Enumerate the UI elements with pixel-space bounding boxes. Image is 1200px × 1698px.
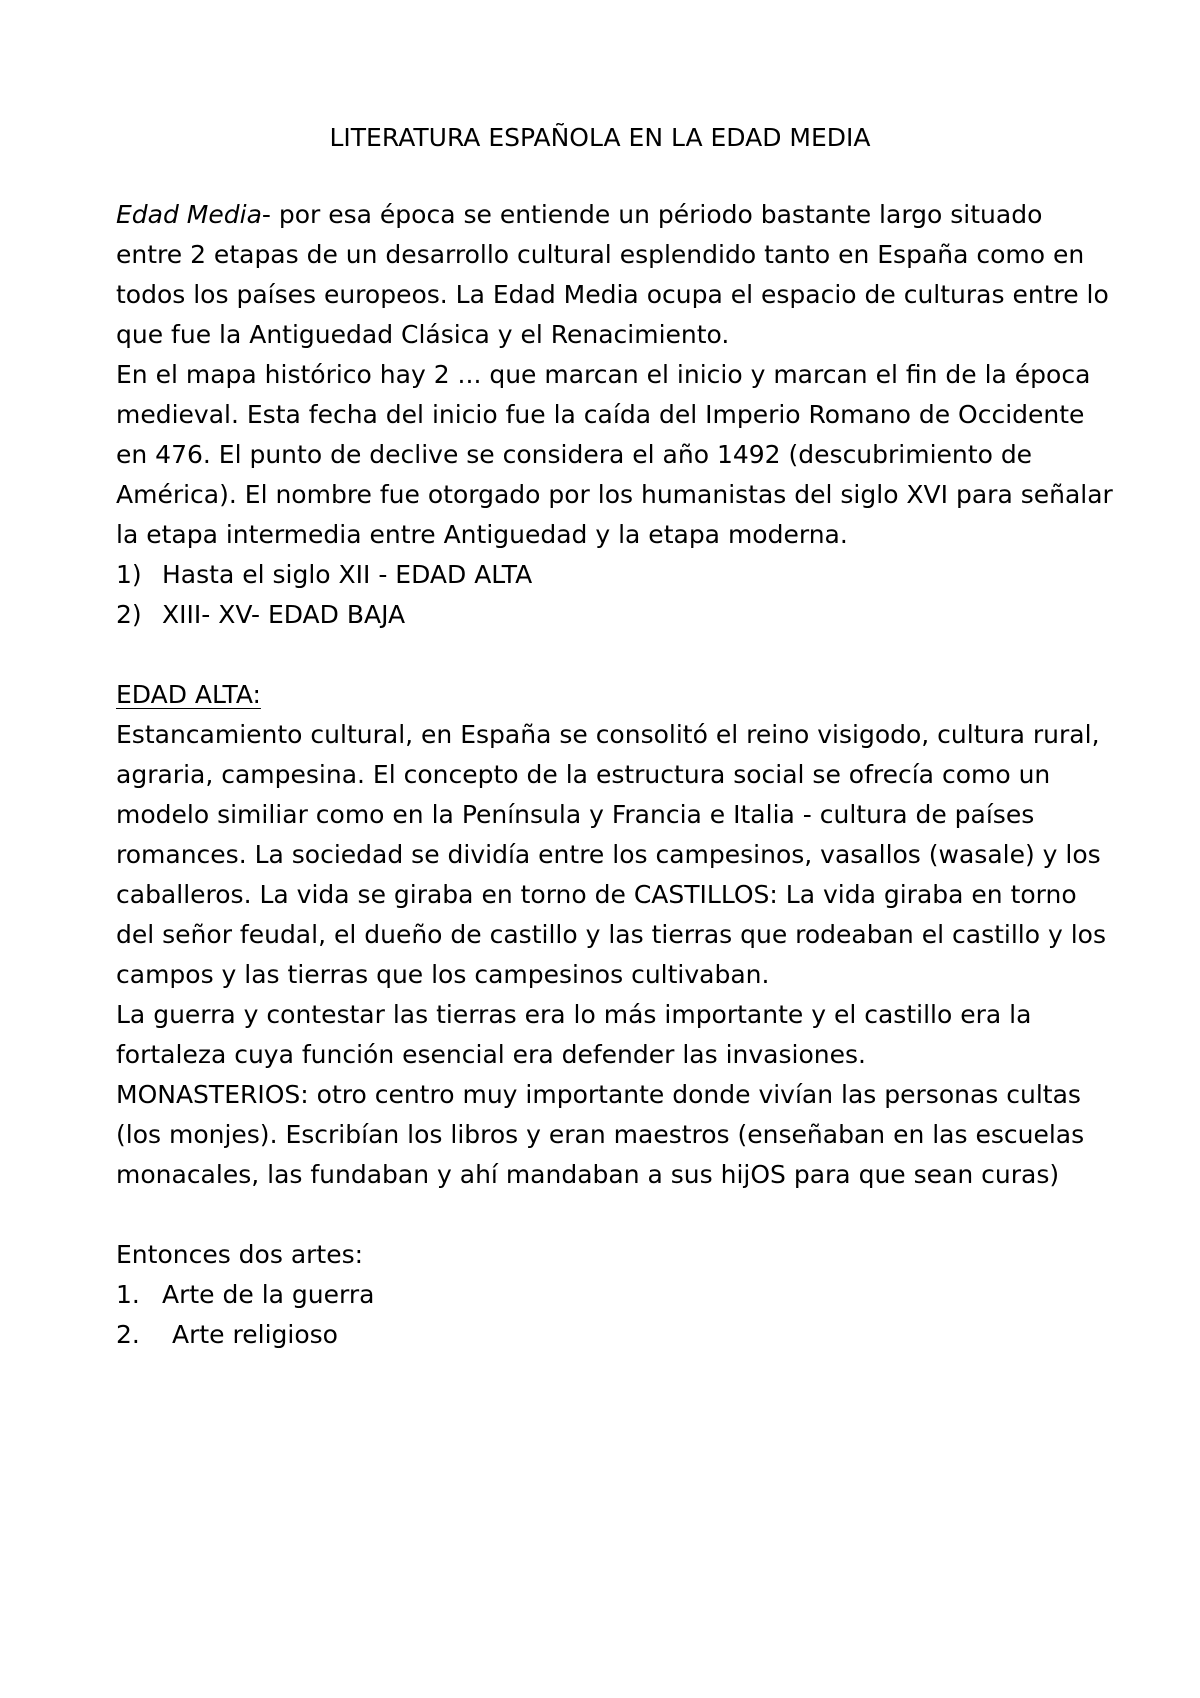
list-item: [116, 595, 1116, 635]
intro-term: Edad Media: [116, 200, 262, 229]
periods-list: [116, 555, 1116, 635]
list-marker: 2): [116, 600, 142, 629]
list-item: [116, 1315, 1116, 1355]
list-item: [116, 555, 1116, 595]
list-marker: 1): [116, 560, 142, 589]
section-paragraph-3: MONASTERIOS: otro centro muy importante donde vivían las personas cultas (los monjes). Escribían los libros y eran maestros (enseñaban en las escuelas monacales, las fundaban y ahí mandaban a sus hijOS para que sean curas): [116, 1080, 1085, 1189]
section-heading-text: EDAD ALTA:: [116, 680, 261, 709]
intro-text: - por esa época se entiende un périodo bastante largo situado entre 2 etapas de un desarrollo cultural esplendido tanto en España como en todos los países europeos. La Edad Media ocupa el espacio de culturas entre lo que fue la Antiguedad Clásica y el Renacimiento.: [116, 200, 1109, 349]
spacer: [116, 635, 1116, 675]
list-marker: 2.: [116, 1320, 140, 1349]
intro-paragraph: [116, 195, 1116, 355]
list-item-text: XIII- XV- EDAD BAJA: [162, 600, 406, 629]
history-paragraph: En el mapa histórico hay 2 ... que marcan el inicio y marcan el fin de la época medieval. Esta fecha del inicio fue la caída del Imperio Romano de Occidente en 476. El punto de declive se considera el año 1492 (descubrimiento de América). El nombre fue otorgado por los humanistas del siglo XVI para señalar la etapa intermedia entre Antiguedad y la etapa moderna.: [116, 360, 1113, 549]
section-heading: [116, 675, 1116, 715]
list-marker: 1.: [116, 1280, 140, 1309]
document-title: LITERATURA ESPAÑOLA EN LA EDAD MEDIA: [329, 123, 871, 152]
list-item-text: Arte religioso: [172, 1320, 338, 1349]
section-paragraph-2: La guerra y contestar las tierras era lo más importante y el castillo era la fortaleza cuya función esencial era defender las invasiones.: [116, 1000, 1032, 1069]
arts-intro: Entonces dos artes:: [116, 1240, 364, 1269]
document-body: [116, 195, 1116, 1355]
section-paragraph-1: Estancamiento cultural, en España se consolitó el reino visigodo, cultura rural, agraria, campesina. El concepto de la estructura social se ofrecía como un modelo similiar como en la Península y Francia e Italia - cultura de países romances. La sociedad se dividía entre los campesinos, vasallos (wasale) y los caballeros. La vida se giraba en torno de CASTILLOS: La vida giraba en torno del señor feudal, el dueño de castillo y las tierras que rodeaban el castillo y los campos y las tierras que los campesinos cultivaban.: [116, 720, 1106, 989]
arts-list: [116, 1275, 1116, 1355]
list-item: [116, 1275, 1116, 1315]
list-item-text: Hasta el siglo XII - EDAD ALTA: [162, 560, 533, 589]
spacer: [116, 1195, 1116, 1235]
list-item-text: Arte de la guerra: [162, 1280, 375, 1309]
